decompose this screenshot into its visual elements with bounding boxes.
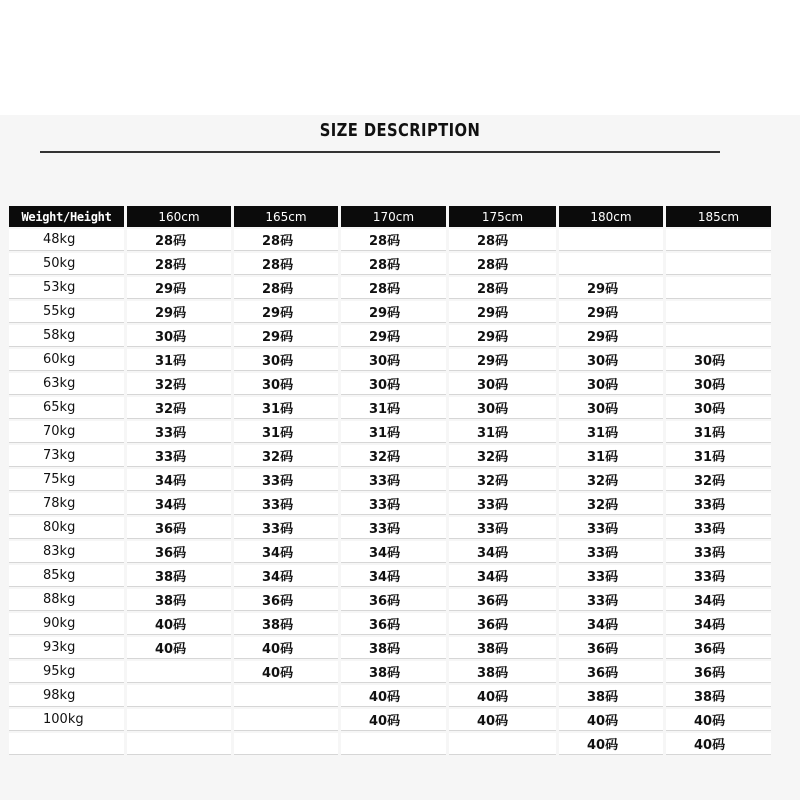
size-cell: 33码 (341, 493, 446, 515)
table-row (9, 733, 771, 755)
size-table (6, 204, 774, 757)
size-cell: 33码 (666, 517, 771, 539)
size-cell: 32码 (127, 397, 231, 419)
table-row (9, 685, 771, 707)
size-cell: 30码 (127, 325, 231, 347)
size-cell: 33码 (449, 493, 556, 515)
size-cell: 36码 (449, 589, 556, 611)
table-row (9, 541, 771, 563)
weight-cell: 90kg (9, 613, 124, 635)
size-cell: 34码 (127, 493, 231, 515)
size-cell: 33码 (341, 517, 446, 539)
weight-cell: 88kg (9, 589, 124, 611)
title-underline (40, 151, 720, 153)
size-cell: 30码 (341, 349, 446, 371)
size-cell: 30码 (666, 349, 771, 371)
weight-cell: 98kg (9, 685, 124, 707)
size-cell: 34码 (666, 589, 771, 611)
size-cell: 31码 (559, 445, 663, 467)
weight-cell: 85kg (9, 565, 124, 587)
size-cell: 33码 (666, 565, 771, 587)
size-cell: 36码 (127, 517, 231, 539)
size-cell: 30码 (234, 349, 338, 371)
size-cell: 38码 (559, 685, 663, 707)
size-cell (666, 229, 771, 251)
table-row (9, 613, 771, 635)
weight-cell: 60kg (9, 349, 124, 371)
size-cell: 28码 (127, 229, 231, 251)
weight-cell: 100kg (9, 709, 124, 731)
size-cell: 32码 (341, 445, 446, 467)
size-cell: 33码 (559, 541, 663, 563)
size-cell: 31码 (666, 421, 771, 443)
size-cell: 29码 (127, 277, 231, 299)
size-cell: 28码 (449, 277, 556, 299)
size-cell: 32码 (666, 469, 771, 491)
size-cell: 40码 (127, 637, 231, 659)
size-cell: 31码 (341, 397, 446, 419)
size-cell: 40码 (449, 709, 556, 731)
size-cell: 30码 (341, 373, 446, 395)
size-cell: 28码 (449, 229, 556, 251)
size-cell: 31码 (234, 397, 338, 419)
size-cell: 28码 (449, 253, 556, 275)
size-cell: 40码 (559, 733, 663, 755)
weight-cell: 65kg (9, 397, 124, 419)
size-cell: 29码 (559, 301, 663, 323)
size-cell: 28码 (127, 253, 231, 275)
size-cell: 33码 (341, 469, 446, 491)
header-height-180cm: 180cm (559, 206, 663, 227)
size-cell: 40码 (341, 709, 446, 731)
size-cell: 31码 (449, 421, 556, 443)
size-cell: 40码 (666, 709, 771, 731)
size-cell: 33码 (127, 445, 231, 467)
weight-cell: 78kg (9, 493, 124, 515)
weight-cell: 93kg (9, 637, 124, 659)
size-cell: 32码 (559, 469, 663, 491)
size-cell (559, 253, 663, 275)
weight-cell: 70kg (9, 421, 124, 443)
size-cell: 29码 (341, 301, 446, 323)
size-cell: 38码 (449, 637, 556, 659)
size-cell: 33码 (666, 493, 771, 515)
size-cell (449, 733, 556, 755)
size-cell: 29码 (234, 325, 338, 347)
size-cell: 38码 (666, 685, 771, 707)
size-cell: 33码 (127, 421, 231, 443)
size-cell: 40码 (234, 661, 338, 683)
table-row (9, 445, 771, 467)
weight-cell: 48kg (9, 229, 124, 251)
size-cell: 32码 (449, 469, 556, 491)
size-cell: 31码 (234, 421, 338, 443)
size-cell: 36码 (341, 589, 446, 611)
size-cell: 40码 (666, 733, 771, 755)
size-cell: 33码 (449, 517, 556, 539)
size-cell: 33码 (234, 493, 338, 515)
table-row (9, 421, 771, 443)
table-row (9, 637, 771, 659)
size-cell: 31码 (559, 421, 663, 443)
table-body (9, 229, 771, 755)
size-cell: 31码 (341, 421, 446, 443)
size-cell: 34码 (341, 541, 446, 563)
header-height-175cm: 175cm (449, 206, 556, 227)
header-weight-height: Weight/Height (9, 206, 124, 227)
size-cell: 33码 (559, 565, 663, 587)
size-cell: 28码 (234, 253, 338, 275)
size-cell: 30码 (559, 397, 663, 419)
weight-cell: 55kg (9, 301, 124, 323)
page-title: SIZE DESCRIPTION (319, 120, 481, 141)
size-cell: 34码 (449, 565, 556, 587)
size-cell: 30码 (449, 373, 556, 395)
table-row (9, 493, 771, 515)
size-cell: 38码 (127, 565, 231, 587)
size-cell: 31码 (127, 349, 231, 371)
size-cell: 36码 (666, 637, 771, 659)
weight-cell: 58kg (9, 325, 124, 347)
size-cell: 36码 (666, 661, 771, 683)
size-cell: 33码 (234, 517, 338, 539)
size-cell: 32码 (449, 445, 556, 467)
size-cell: 33码 (559, 517, 663, 539)
size-cell: 30码 (559, 349, 663, 371)
size-cell: 34码 (666, 613, 771, 635)
size-cell: 36码 (341, 613, 446, 635)
size-cell: 29码 (559, 325, 663, 347)
size-cell: 34码 (559, 613, 663, 635)
size-cell: 29码 (559, 277, 663, 299)
table-row (9, 589, 771, 611)
size-cell: 32码 (234, 445, 338, 467)
size-cell: 28码 (341, 229, 446, 251)
size-cell (127, 733, 231, 755)
size-cell (666, 277, 771, 299)
table-row (9, 277, 771, 299)
table-row (9, 661, 771, 683)
size-cell: 28码 (341, 253, 446, 275)
size-cell: 29码 (234, 301, 338, 323)
table-row (9, 373, 771, 395)
weight-cell: 83kg (9, 541, 124, 563)
size-cell: 40码 (559, 709, 663, 731)
size-cell: 30码 (559, 373, 663, 395)
size-cell: 40码 (341, 685, 446, 707)
size-cell: 32码 (127, 373, 231, 395)
weight-cell: 73kg (9, 445, 124, 467)
header-height-170cm: 170cm (341, 206, 446, 227)
size-cell: 30码 (449, 397, 556, 419)
size-cell (127, 685, 231, 707)
weight-cell: 95kg (9, 661, 124, 683)
size-cell (127, 661, 231, 683)
size-cell: 38码 (234, 613, 338, 635)
size-cell (341, 733, 446, 755)
size-cell: 36码 (234, 589, 338, 611)
size-cell: 36码 (559, 661, 663, 683)
size-cell: 28码 (234, 277, 338, 299)
size-cell: 34码 (234, 541, 338, 563)
size-cell: 28码 (234, 229, 338, 251)
size-cell: 36码 (127, 541, 231, 563)
weight-cell: 63kg (9, 373, 124, 395)
weight-cell: 53kg (9, 277, 124, 299)
size-cell (234, 685, 338, 707)
top-margin (0, 0, 800, 115)
table-row (9, 469, 771, 491)
table-row (9, 517, 771, 539)
weight-cell (9, 733, 124, 755)
size-cell: 34码 (341, 565, 446, 587)
header-height-185cm: 185cm (666, 206, 771, 227)
size-cell: 33码 (234, 469, 338, 491)
table-row (9, 229, 771, 251)
size-cell: 36码 (449, 613, 556, 635)
table-row (9, 301, 771, 323)
table-row (9, 253, 771, 275)
table-row (9, 709, 771, 731)
size-cell: 29码 (449, 301, 556, 323)
size-cell: 29码 (127, 301, 231, 323)
weight-cell: 75kg (9, 469, 124, 491)
size-cell: 29码 (341, 325, 446, 347)
size-cell: 30码 (666, 397, 771, 419)
table-row (9, 397, 771, 419)
size-cell: 33码 (666, 541, 771, 563)
size-cell (127, 709, 231, 731)
header-height-160cm: 160cm (127, 206, 231, 227)
size-cell (234, 733, 338, 755)
size-cell: 38码 (449, 661, 556, 683)
size-cell (666, 253, 771, 275)
size-cell: 40码 (127, 613, 231, 635)
size-cell: 36码 (559, 637, 663, 659)
table-row (9, 325, 771, 347)
size-cell: 38码 (341, 637, 446, 659)
size-cell: 38码 (341, 661, 446, 683)
weight-cell: 80kg (9, 517, 124, 539)
size-cell: 29码 (449, 325, 556, 347)
size-cell: 34码 (127, 469, 231, 491)
size-cell: 29码 (449, 349, 556, 371)
size-cell: 40码 (234, 637, 338, 659)
size-cell: 40码 (449, 685, 556, 707)
weight-cell: 50kg (9, 253, 124, 275)
table-header-row (9, 206, 771, 227)
table-row (9, 349, 771, 371)
size-cell: 34码 (449, 541, 556, 563)
size-cell: 30码 (234, 373, 338, 395)
size-cell (666, 325, 771, 347)
size-cell: 28码 (341, 277, 446, 299)
size-cell: 30码 (666, 373, 771, 395)
size-cell (666, 301, 771, 323)
size-cell: 38码 (127, 589, 231, 611)
header-height-165cm: 165cm (234, 206, 338, 227)
table-row (9, 565, 771, 587)
size-cell: 34码 (234, 565, 338, 587)
size-cell (234, 709, 338, 731)
size-cell: 32码 (559, 493, 663, 515)
size-cell: 33码 (559, 589, 663, 611)
size-cell: 31码 (666, 445, 771, 467)
size-cell (559, 229, 663, 251)
